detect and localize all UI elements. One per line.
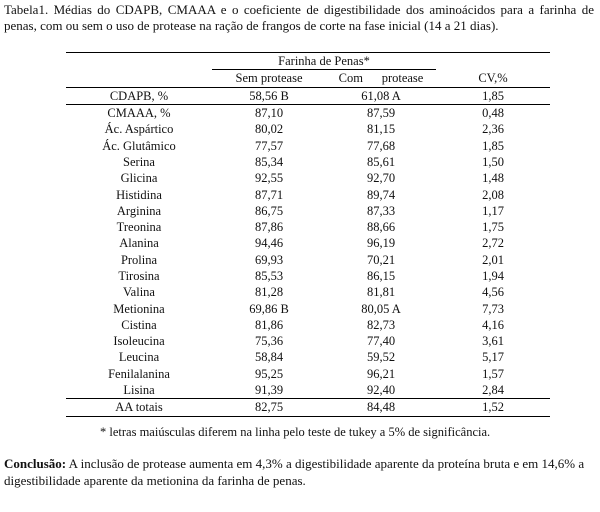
value-sem-protease: 81,28 <box>254 285 284 300</box>
value-cv: 2,36 <box>482 122 504 137</box>
table-row <box>66 87 550 104</box>
value-com-protease: 96,21 <box>366 366 396 381</box>
row-label: Ác. Aspártico <box>104 122 174 137</box>
value-com-protease: 81,81 <box>366 285 396 300</box>
row-label: AA totais <box>66 399 212 416</box>
value-com-protease: 77,68 <box>366 138 396 153</box>
row-label: Glicina <box>120 171 158 186</box>
row-label: Treonina <box>116 220 162 235</box>
value-sem-protease: 75,36 <box>254 334 284 349</box>
row-label: CMAAA, % <box>107 106 171 121</box>
digestibility-table <box>66 52 550 417</box>
table-row <box>66 104 550 121</box>
value-cv: 1,48 <box>482 171 504 186</box>
value-sem-protease: 58,56 B <box>212 87 326 104</box>
table-row <box>66 399 550 416</box>
value-sem-protease: 85,34 <box>254 154 284 169</box>
value-cv: 4,16 <box>482 317 504 332</box>
value-sem-protease: 87,71 <box>254 187 284 202</box>
value-com-protease: 86,15 <box>366 269 396 283</box>
value-com-protease: 61,08 A <box>326 87 436 104</box>
table-row <box>66 268 550 284</box>
value-cv: 3,61 <box>482 334 504 349</box>
value-sem-protease: 92,55 <box>254 171 284 186</box>
row-label: Arginina <box>116 203 162 218</box>
value-cv: 1,57 <box>482 366 504 381</box>
group-header: Farinha de Penas* <box>212 53 436 70</box>
value-cv: 1,85 <box>482 138 504 153</box>
value-sem-protease: 69,93 <box>254 252 284 267</box>
value-com-protease: 70,21 <box>366 252 396 267</box>
value-com-protease: 81,15 <box>366 122 396 137</box>
table-row <box>66 333 550 349</box>
table-footnote: * letras maiúsculas diferem na linha pelo teste de tukey a 5% de significância. <box>100 425 491 439</box>
value-cv: 1,94 <box>482 269 504 283</box>
column-header-row <box>66 70 550 87</box>
value-com-protease: 88,66 <box>366 220 396 235</box>
table-row <box>66 137 550 153</box>
value-sem-protease: 95,25 <box>254 366 284 381</box>
value-cv: 2,08 <box>482 187 504 202</box>
value-cv: 2,84 <box>436 382 550 399</box>
row-label: Histidina <box>116 187 162 202</box>
table-row <box>66 170 550 186</box>
value-sem-protease: 82,75 <box>212 399 326 416</box>
value-com-protease: 89,74 <box>366 187 396 202</box>
value-cv: 5,17 <box>482 350 504 365</box>
table-caption: Tabela1. Médias do CDAPB, CMAAA e o coeficiente de digestibilidade dos aminoácidos para a farinha de penas, com ou sem o uso de protease na ração de frangos de corte na fase inicial (14 a 21 dias). <box>4 2 594 33</box>
value-cv: 0,48 <box>482 106 504 121</box>
value-sem-protease: 58,84 <box>254 350 284 365</box>
value-sem-protease: 77,57 <box>254 138 284 153</box>
value-com-protease: 80,05 A <box>361 301 401 316</box>
row-label: Lisina <box>66 382 212 399</box>
table-row <box>66 382 550 399</box>
row-label: Metionina <box>113 301 165 316</box>
value-sem-protease: 87,86 <box>254 220 284 235</box>
table-row <box>66 366 550 382</box>
table-row <box>66 203 550 219</box>
table-row <box>66 349 550 365</box>
table-row <box>66 284 550 300</box>
row-label: Isoleucina <box>113 334 165 349</box>
table-row <box>66 154 550 170</box>
value-sem-protease: 80,02 <box>254 122 284 137</box>
row-label: Alanina <box>119 236 159 251</box>
value-cv: 2,72 <box>482 236 504 251</box>
value-cv: 1,75 <box>482 220 504 235</box>
value-com-protease: 92,70 <box>366 171 396 186</box>
value-cv: 1,52 <box>436 399 550 416</box>
conclusion-text: A inclusão de protease aumenta em 4,3% a digestibilidade aparente da proteína bruta e em 14,6% a digestibilidade aparente da metionina da farinha de penas. <box>4 456 585 488</box>
conclusion-label: Conclusão: <box>4 456 67 471</box>
value-cv: 1,85 <box>436 87 550 104</box>
row-label: Leucina <box>118 350 160 365</box>
value-sem-protease: 91,39 <box>212 382 326 399</box>
value-com-protease: 87,59 <box>366 106 396 121</box>
table-row <box>66 121 550 137</box>
row-label: CDAPB, % <box>66 87 212 104</box>
group-header-row <box>66 53 550 70</box>
value-sem-protease: 81,86 <box>254 317 284 332</box>
table-row <box>66 317 550 333</box>
table-row <box>66 252 550 268</box>
value-sem-protease: 69,86 B <box>249 301 289 316</box>
table-row <box>66 219 550 235</box>
row-label: Ác. Glutâmico <box>102 138 176 153</box>
value-cv: 1,50 <box>482 154 504 169</box>
row-label: Valina <box>123 285 155 300</box>
value-com-protease: 84,48 <box>326 399 436 416</box>
row-label: Cistina <box>121 317 157 332</box>
row-label: Fenilalanina <box>108 366 170 381</box>
table-row <box>66 186 550 202</box>
row-label: Tirosina <box>118 269 160 283</box>
value-cv: 4,56 <box>482 285 504 300</box>
conclusion-paragraph <box>4 455 598 489</box>
value-sem-protease: 87,10 <box>254 106 284 121</box>
value-sem-protease: 85,53 <box>254 269 284 283</box>
value-cv: 1,17 <box>482 203 504 218</box>
value-com-protease: 82,73 <box>366 317 396 332</box>
value-sem-protease: 94,46 <box>254 236 284 251</box>
table-row <box>66 300 550 316</box>
value-com-protease: 77,40 <box>366 334 396 349</box>
value-cv: 2,01 <box>482 252 504 267</box>
col-header-sem-protease: Sem protease <box>212 70 326 87</box>
row-label: Serina <box>123 154 155 169</box>
col-header-com-protease: Com protease <box>326 70 436 87</box>
value-com-protease: 59,52 <box>366 350 396 365</box>
value-com-protease: 96,19 <box>366 236 396 251</box>
value-cv: 7,73 <box>482 301 504 316</box>
value-sem-protease: 86,75 <box>254 203 284 218</box>
value-com-protease: 85,61 <box>366 154 396 169</box>
value-com-protease: 92,40 <box>326 382 436 399</box>
value-com-protease: 87,33 <box>366 203 396 218</box>
row-label: Prolina <box>120 252 158 267</box>
table-row <box>66 235 550 251</box>
col-header-cv: CV,% <box>436 70 550 87</box>
